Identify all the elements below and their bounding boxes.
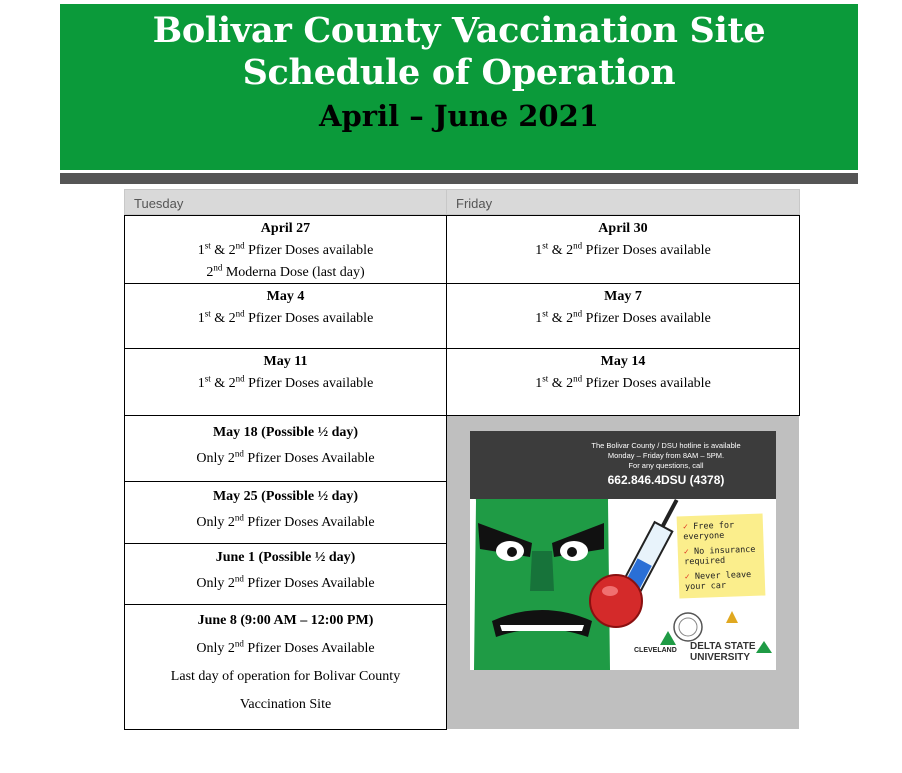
title-line-2: Schedule of Operation (242, 52, 676, 93)
cell-date: June 1 (Possible ½ day) (215, 550, 356, 565)
column-header-friday: Friday (446, 189, 800, 215)
cell-line: Only 2nd Pfizer Doses Available (196, 512, 375, 530)
cell-line: Only 2nd Pfizer Doses Available (196, 448, 375, 466)
schedule-cell-friday (446, 348, 800, 416)
title-line-1: Bolivar County Vaccination Site (152, 10, 766, 51)
check-icon: ✓ (683, 547, 690, 558)
cell-date: May 25 (Possible ½ day) (212, 489, 359, 504)
cell-line: 1st & 2nd Pfizer Doses available (535, 240, 711, 258)
cell-date: May 11 (263, 354, 308, 369)
schedule-cell-tuesday (124, 481, 447, 544)
vaccine-poster-image (470, 431, 776, 670)
cell-line: 1st & 2nd Pfizer Doses available (535, 308, 711, 326)
sticky-note (677, 514, 766, 599)
divider-bar (60, 173, 858, 184)
hotline-text: Monday – Friday from 8AM – 5PM. (607, 451, 725, 460)
title-banner (60, 4, 858, 170)
schedule-cell-tuesday (124, 415, 447, 482)
schedule-cell-friday (446, 283, 800, 349)
hotline-text: For any questions, call (628, 461, 704, 470)
cell-line: 1st & 2nd Pfizer Doses available (197, 373, 374, 391)
cell-line: 2nd Moderna Dose (last day) (206, 262, 365, 280)
cell-line: 1st & 2nd Pfizer Doses available (197, 240, 374, 258)
cell-date: May 14 (600, 354, 646, 369)
hotline-text: The Bolivar County / DSU hotline is available (591, 441, 741, 450)
cell-line: Last day of operation for Bolivar County (170, 669, 401, 684)
dsu-logo: DELTA STATE UNIVERSITY (690, 641, 756, 663)
date-range-subtitle: April – June 2021 (319, 99, 599, 133)
schedule-cell-tuesday (124, 604, 447, 730)
cell-date: May 7 (604, 289, 642, 304)
note-item: ✓ No insurance required (683, 544, 756, 568)
cell-line: Only 2nd Pfizer Doses Available (196, 638, 375, 656)
schedule-cell-friday (446, 215, 800, 284)
cleveland-logo: CLEVELAND (634, 647, 677, 654)
check-icon: ✓ (684, 572, 691, 583)
cell-line: 1st & 2nd Pfizer Doses available (197, 308, 374, 326)
cell-date: April 27 (260, 221, 311, 236)
note-item: ✓ Free for everyone (682, 520, 735, 543)
cell-date: May 4 (266, 289, 305, 304)
cell-line: Vaccination Site (239, 697, 332, 712)
column-header-tuesday: Tuesday (124, 189, 447, 215)
cell-line: Only 2nd Pfizer Doses Available (196, 573, 375, 591)
schedule-cell-tuesday (124, 543, 447, 605)
hotline-phone: 662.846.4DSU (4378) (607, 473, 725, 487)
check-icon: ✓ (682, 522, 689, 533)
schedule-cell-tuesday (124, 348, 447, 416)
cell-line: 1st & 2nd Pfizer Doses available (535, 373, 711, 391)
cell-date: June 8 (9:00 AM – 12:00 PM) (197, 613, 374, 628)
schedule-cell-tuesday (124, 215, 447, 284)
cell-date: May 18 (Possible ½ day) (212, 425, 359, 440)
sponsor-logos (634, 619, 776, 669)
note-item: ✓ Never leave your car (684, 569, 752, 593)
hotline-info (566, 441, 766, 488)
schedule-cell-tuesday (124, 283, 447, 349)
cell-date: April 30 (598, 221, 648, 236)
